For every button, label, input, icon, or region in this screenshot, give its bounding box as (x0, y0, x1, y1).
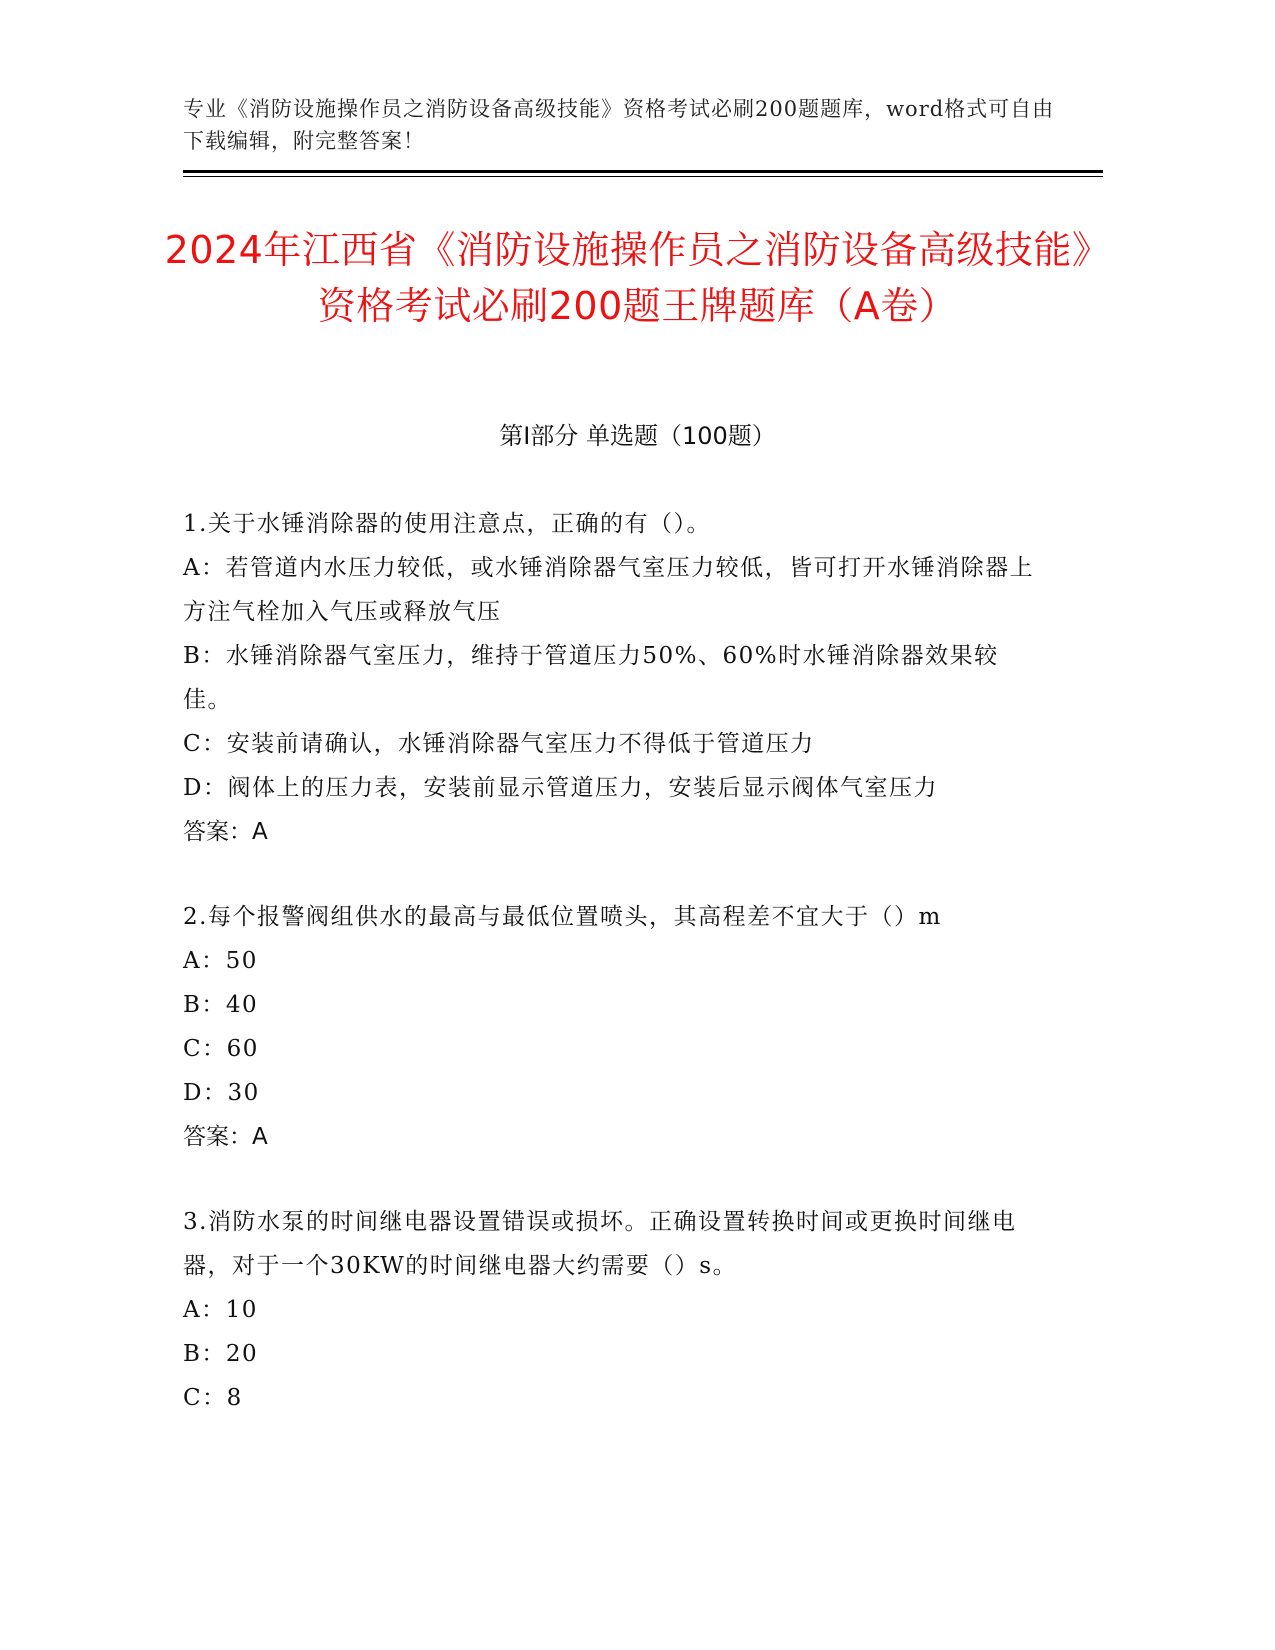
question-3 (183, 1200, 1043, 1420)
option-c: C：安装前请确认，水锤消除器气室压力不得低于管道压力 (183, 731, 815, 757)
option-a: A：若管道内水压力较低，或水锤消除器气室压力较低，皆可打开水锤消除器上方注气栓加入气压或释放气压 (183, 555, 1035, 625)
intro-text: 专业《消防设施操作员之消防设备高级技能》资格考试必刷200题题库，word格式可自由下载编辑，附完整答案！ (183, 97, 1055, 153)
option-a: A：10 (183, 1297, 258, 1323)
answer-text: 答案：A (183, 1124, 268, 1150)
question-stem: 2.每个报警阀组供水的最高与最低位置喷头，其高程差不宜大于（）m (183, 904, 942, 930)
header-divider-thick (183, 170, 1103, 173)
option-c: C：60 (183, 1036, 259, 1062)
question-1 (183, 502, 1043, 854)
option-b: B：20 (183, 1341, 259, 1367)
question-stem: 3.消防水泵的时间继电器设置错误或损坏。正确设置转换时间或更换时间继电器，对于一个30KW的时间继电器大约需要（）s。 (183, 1209, 1017, 1279)
question-2 (183, 895, 1043, 1159)
header-divider-thin (183, 176, 1103, 177)
option-c: C：8 (183, 1385, 243, 1411)
option-b: B：水锤消除器气室压力，维持于管道压力50%、60%时水锤消除器效果较佳。 (183, 643, 999, 713)
answer-text: 答案：A (183, 819, 268, 845)
section-heading: 第I部分 单选题（100题） (499, 422, 776, 450)
question-stem: 1.关于水锤消除器的使用注意点，正确的有（）。 (183, 511, 711, 537)
option-b: B：40 (183, 992, 259, 1018)
option-d: D：30 (183, 1080, 260, 1106)
option-d: D：阀体上的压力表，安装前显示管道压力，安装后显示阀体气室压力 (183, 775, 938, 801)
option-a: A：50 (183, 948, 258, 974)
document-title: 2024年江西省《消防设施操作员之消防设备高级技能》资格考试必刷200题王牌题库（A卷） (164, 228, 1111, 328)
